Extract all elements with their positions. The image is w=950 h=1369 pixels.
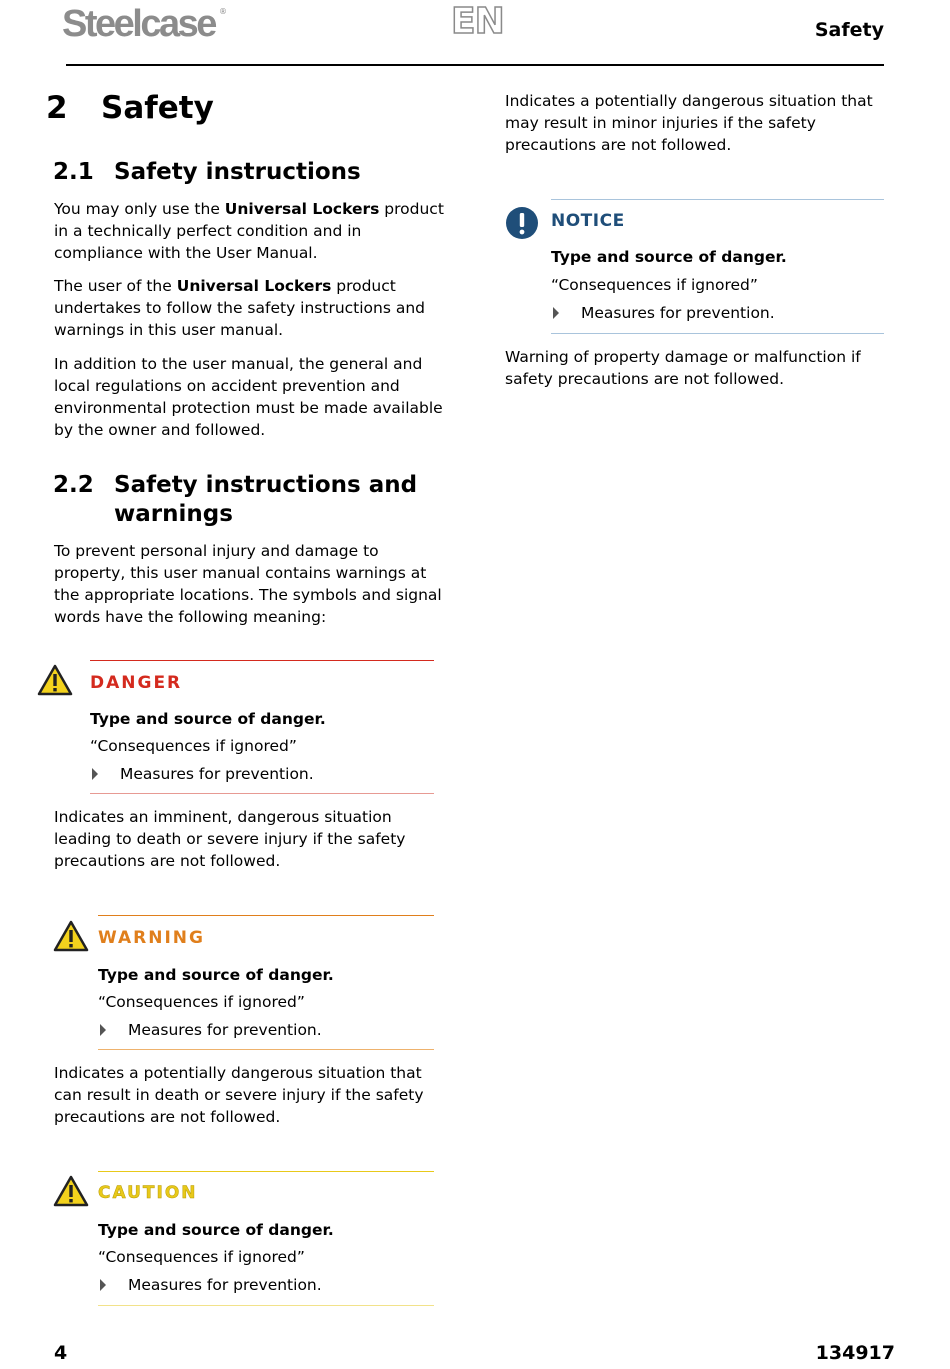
notice-icon <box>505 206 539 244</box>
notice-description: Warning of property damage or malfunction if safety precautions are not followed. <box>505 348 861 388</box>
section-title-line-1: Safety instructions and <box>114 472 418 498</box>
arrow-right-icon <box>553 307 559 319</box>
product-name: Universal Lockers <box>176 277 332 295</box>
caution-consequence: “Consequences if ignored” <box>98 1248 305 1266</box>
notice-box <box>551 199 884 335</box>
paragraph-intro: To prevent personal injury and damage to property, this user manual contains warnings at the appropriate locations. The symbols and signal words have the following meaning: <box>54 542 442 626</box>
section-title-line-2: warnings <box>114 501 233 527</box>
paragraph-usage: You may only use the Universal Lockers product in a technically perfect condition and in compliance with the User Manual. <box>54 200 444 262</box>
danger-signal-word: DANGER <box>90 673 183 693</box>
header-rule <box>66 64 884 66</box>
paragraph-regulations: In addition to the user manual, the general and local regulations on accident prevention and environmental protection must be made available by the owner and followed. <box>54 355 443 439</box>
steelcase-logo: Steelcase <box>62 3 215 45</box>
warning-top-rule <box>98 915 434 916</box>
arrow-right-icon <box>92 768 98 780</box>
warning-consequence: “Consequences if ignored” <box>98 993 305 1011</box>
warning-triangle-icon <box>53 1175 89 1211</box>
arrow-right-icon <box>100 1279 106 1291</box>
notice-measure: Measures for prevention. <box>581 304 775 322</box>
caution-signal-word: CAUTION <box>98 1183 198 1203</box>
warning-description: Indicates a potentially dangerous situation that can result in death or severe injury if the safety precautions are not followed. <box>54 1064 424 1126</box>
danger-box <box>90 660 434 795</box>
caution-bottom-rule <box>98 1305 434 1306</box>
warning-triangle-icon <box>37 664 73 700</box>
paragraph-user-obligation: The user of the Universal Lockers product undertakes to follow the safety instructions and warnings in this user manual. <box>54 277 426 339</box>
danger-measure: Measures for prevention. <box>120 765 314 783</box>
warning-triangle-icon <box>53 920 89 956</box>
caution-description: Indicates a potentially dangerous situation that may result in minor injuries if the safety precautions are not followed. <box>505 92 873 154</box>
section-number: 2.2 <box>53 472 94 498</box>
arrow-right-icon <box>100 1024 106 1036</box>
caution-box <box>98 1171 434 1308</box>
warning-signal-word: WARNING <box>98 928 205 948</box>
caution-top-rule <box>98 1171 434 1172</box>
caution-measure: Measures for prevention. <box>128 1276 322 1294</box>
chapter-number: 2 <box>46 90 68 126</box>
caution-type: Type and source of danger. <box>98 1221 334 1239</box>
section-title: Safety instructions <box>114 159 361 185</box>
section-2-2-heading <box>53 471 453 529</box>
registered-mark: ® <box>219 7 227 16</box>
notice-top-rule <box>551 199 884 200</box>
chapter-title: Safety <box>101 90 214 126</box>
section-2-1-heading <box>53 158 453 187</box>
warning-measure: Measures for prevention. <box>128 1021 322 1039</box>
danger-bottom-rule <box>90 793 434 794</box>
warning-bottom-rule <box>98 1049 434 1050</box>
language-code: EN <box>451 1 504 42</box>
notice-consequence: “Consequences if ignored” <box>551 276 758 294</box>
danger-type: Type and source of danger. <box>90 710 326 728</box>
warning-box <box>98 915 434 1052</box>
notice-bottom-rule <box>551 333 884 334</box>
document-number: 134917 <box>815 1342 895 1364</box>
page-number: 4 <box>54 1342 68 1364</box>
product-name: Universal Lockers <box>224 200 380 218</box>
section-number: 2.1 <box>53 159 94 185</box>
danger-consequence: “Consequences if ignored” <box>90 737 297 755</box>
danger-top-rule <box>90 660 434 661</box>
notice-signal-word: NOTICE <box>551 211 625 231</box>
warning-type: Type and source of danger. <box>98 966 334 984</box>
notice-type: Type and source of danger. <box>551 248 787 266</box>
header-section-title: Safety <box>814 19 884 41</box>
danger-description: Indicates an imminent, dangerous situation leading to death or severe injury if the safety precautions are not followed. <box>54 808 406 870</box>
chapter-heading <box>46 90 214 127</box>
